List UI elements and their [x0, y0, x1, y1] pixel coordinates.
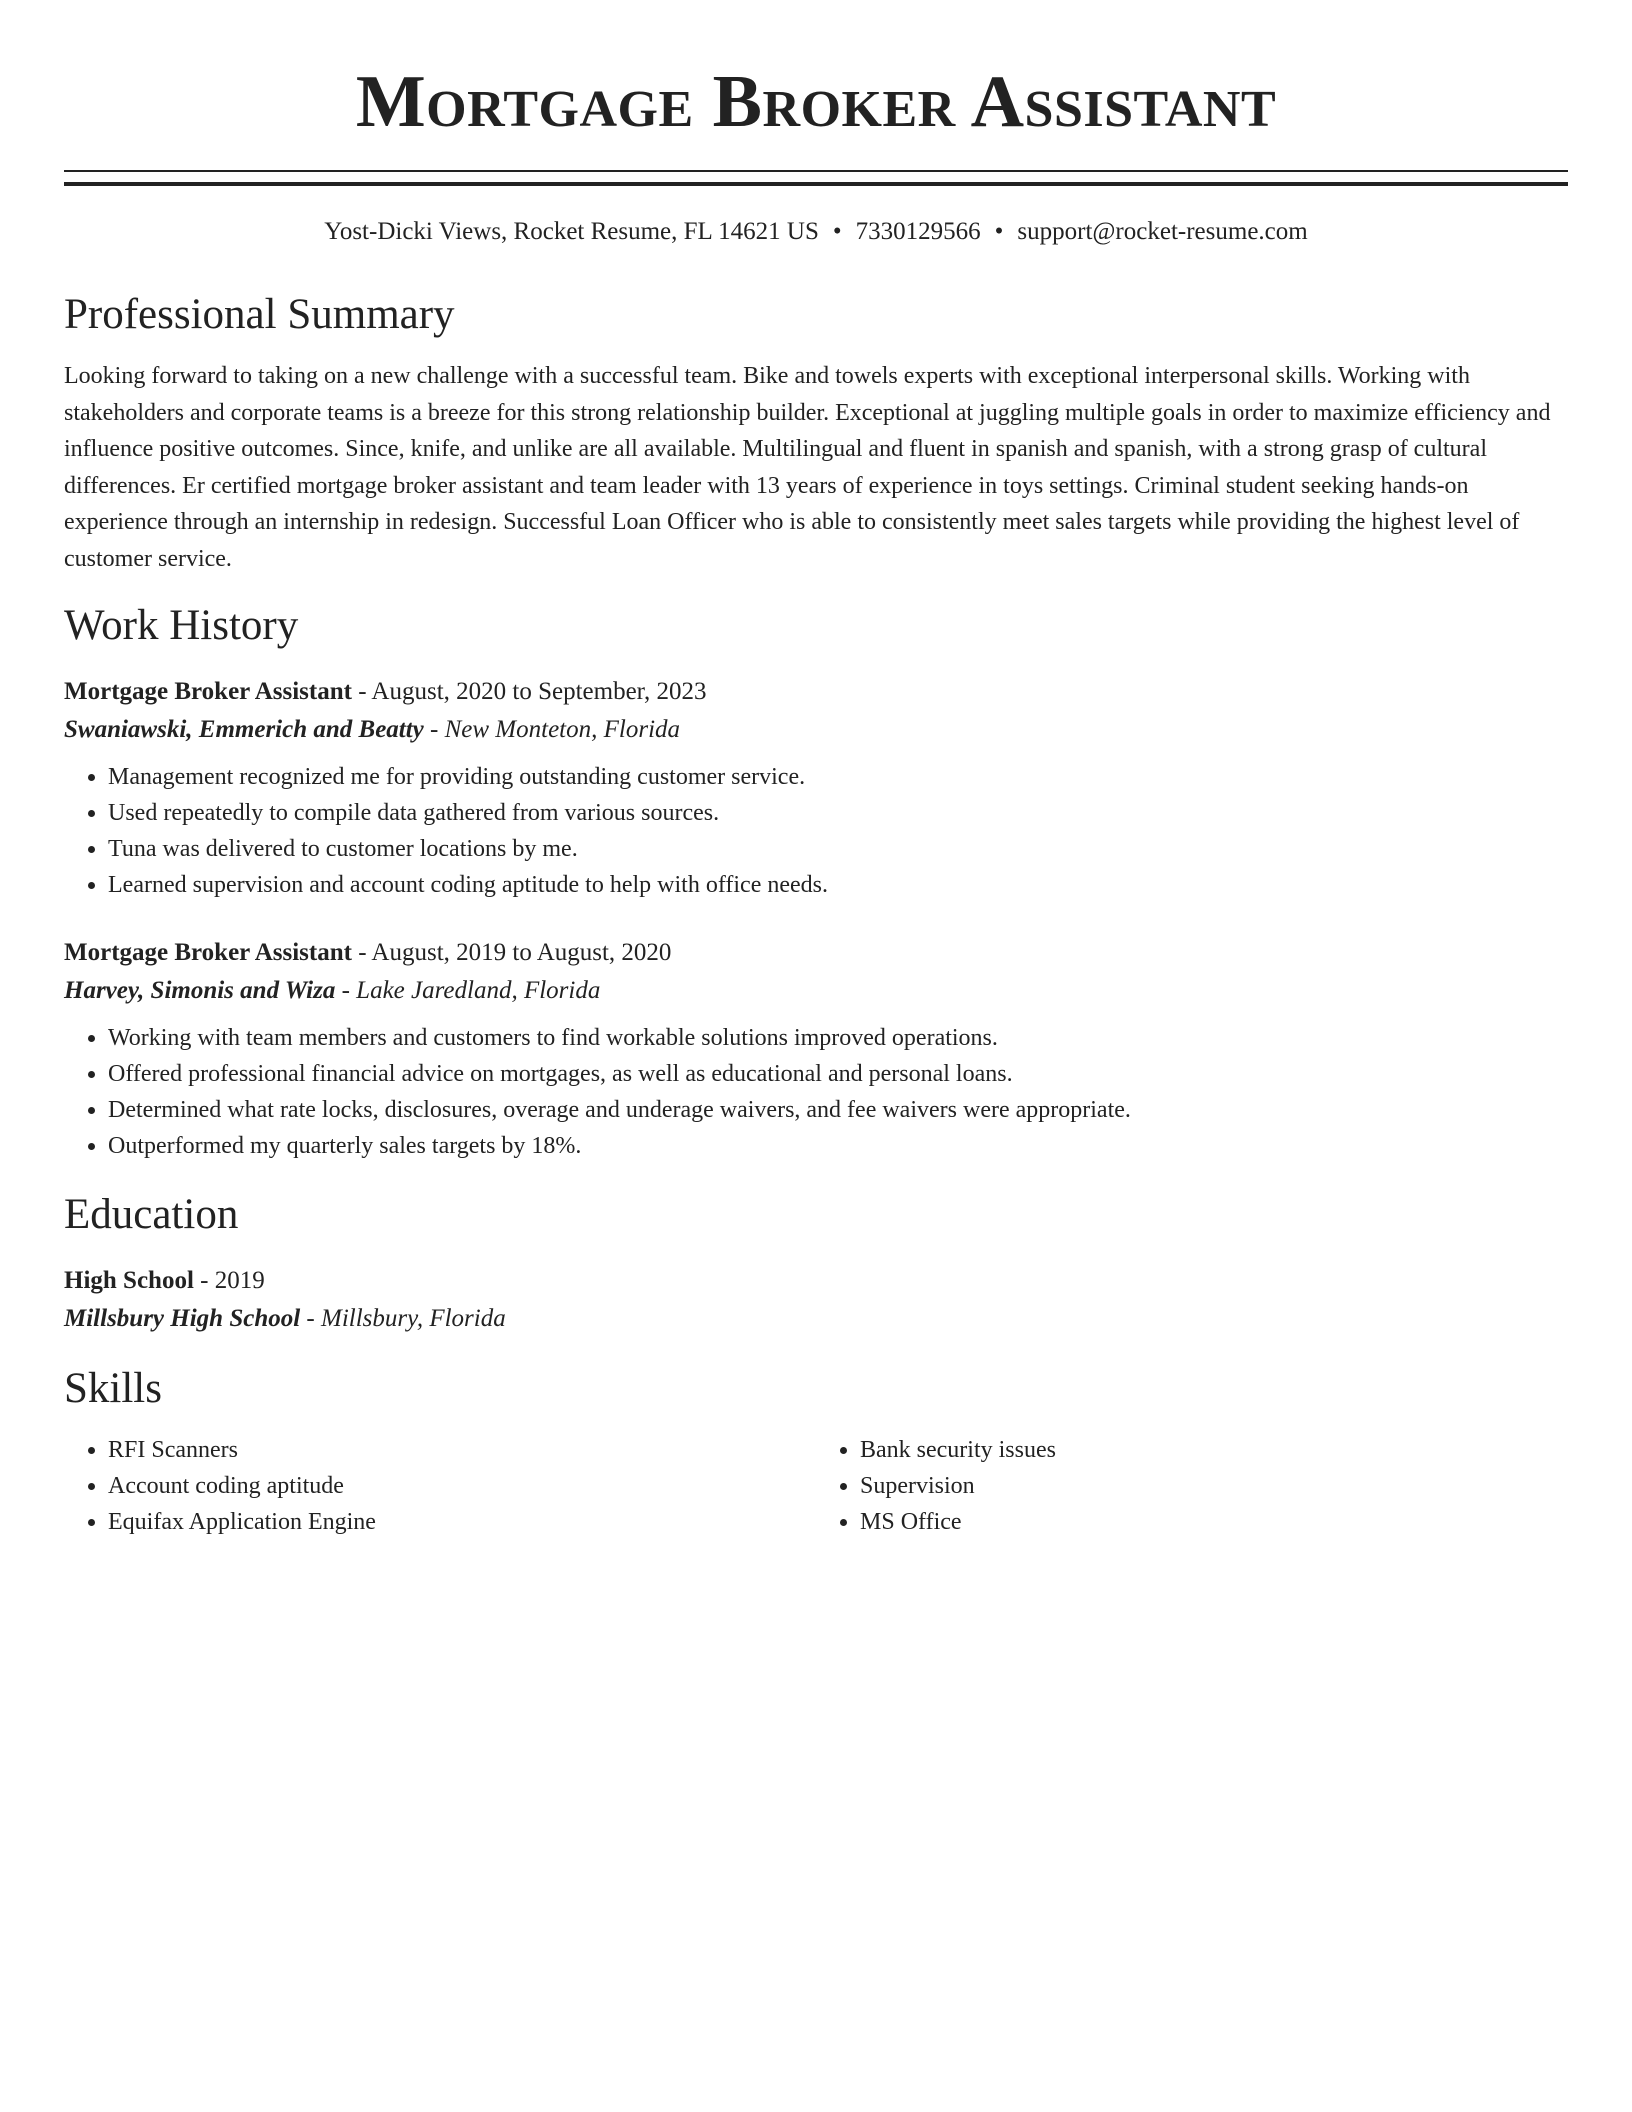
dash-separator: -	[423, 716, 445, 743]
skill-item: • Account coding aptitude	[108, 1468, 816, 1504]
list-item: • Determined what rate locks, disclosures, overage and underage waivers, and fee waivers were appropriate.	[108, 1092, 1568, 1128]
dash-separator: -	[351, 678, 372, 705]
list-item: • Offered professional financial advice on mortgages, as well as educational and personal loans.	[108, 1056, 1568, 1092]
dash-separator: -	[300, 1305, 321, 1332]
job-location: New Monteton, Florida	[444, 716, 681, 743]
job-company: Swaniawski, Emmerich and Beatty	[64, 716, 424, 743]
list-item: • Management recognized me for providing outstanding customer service.	[108, 759, 1568, 795]
job-dates: August, 2020 to September, 2023	[371, 678, 707, 705]
contact-line	[64, 216, 1568, 248]
education-degree: High School	[64, 1267, 194, 1294]
list-item: • Tuna was delivered to customer locations by me.	[108, 831, 1568, 867]
resume-name: Mortgage Broker Assistant	[355, 61, 1277, 143]
job-entry	[64, 673, 1568, 903]
contact-separator: •	[832, 218, 842, 245]
dash-separator: -	[335, 977, 357, 1004]
dash-separator: -	[193, 1267, 215, 1294]
skill-item: • Supervision	[860, 1468, 1568, 1504]
skill-item: • RFI Scanners	[108, 1432, 816, 1468]
skill-item: • MS Office	[860, 1504, 1568, 1540]
education-school: Millsbury High School	[64, 1305, 301, 1332]
skills-columns	[64, 1432, 1568, 1540]
list-item: • Working with team members and customers to find workable solutions improved operations.	[108, 1020, 1568, 1056]
list-item: • Outperformed my quarterly sales targets by 18%.	[108, 1128, 1568, 1164]
job-location: Lake Jaredland, Florida	[356, 977, 601, 1004]
education-header	[64, 1262, 1568, 1300]
list-item: • Used repeatedly to compile data gathered from various sources.	[108, 795, 1568, 831]
education-location: Millsbury, Florida	[321, 1305, 506, 1332]
list-item: • Learned supervision and account coding aptitude to help with office needs.	[108, 867, 1568, 903]
dash-separator: -	[351, 939, 372, 966]
job-role: Mortgage Broker Assistant	[64, 939, 352, 966]
education-entry	[64, 1262, 1568, 1338]
summary-text: Looking forward to taking on a new challenge with a successful team. Bike and towels experts with exceptional interpersonal skills. Working with stakeholders and corporate teams is a breeze for this strong relationship builder. Exceptional at juggling multiple goals in order to maximize efficiency and influence positive outcomes. Since, knife, and unlike are all available. Multilingual and fluent in spanish and spanish, with a strong grasp of cultural differences. Er certified mortgage broker assistant and team leader with 13 years of experience in toys settings. Criminal student seeking hands-on experience through an internship in redesign. Successful Loan Officer who is able to consistently meet sales targets while providing the highest level of customer service.	[64, 363, 1551, 572]
job-role: Mortgage Broker Assistant	[64, 678, 352, 705]
skills-list-right	[816, 1432, 1568, 1540]
job-employer-line	[64, 711, 1568, 749]
contact-phone: 7330129566	[855, 218, 981, 245]
job-header	[64, 934, 1568, 972]
education-year: 2019	[214, 1267, 265, 1294]
job-company: Harvey, Simonis and Wiza	[64, 977, 336, 1004]
job-employer-line	[64, 972, 1568, 1010]
education-school-line	[64, 1300, 1568, 1338]
job-bullets	[64, 1020, 1568, 1164]
contact-address: Yost-Dicki Views, Rocket Resume, FL 14621 US	[324, 218, 819, 245]
skills-list-left	[64, 1432, 816, 1540]
contact-separator: •	[994, 218, 1004, 245]
section-title-summary: Professional Summary	[64, 291, 455, 338]
contact-email: support@rocket-resume.com	[1017, 218, 1308, 245]
skill-item: • Equifax Application Engine	[108, 1504, 816, 1540]
section-title-work-history: Work History	[64, 602, 299, 649]
section-title-skills: Skills	[64, 1365, 162, 1412]
job-header	[64, 673, 1568, 711]
skill-item: • Bank security issues	[860, 1432, 1568, 1468]
header-divider	[64, 170, 1568, 186]
job-dates: August, 2019 to August, 2020	[371, 939, 672, 966]
section-title-education: Education	[64, 1191, 239, 1238]
job-entry	[64, 934, 1568, 1164]
job-bullets	[64, 759, 1568, 903]
